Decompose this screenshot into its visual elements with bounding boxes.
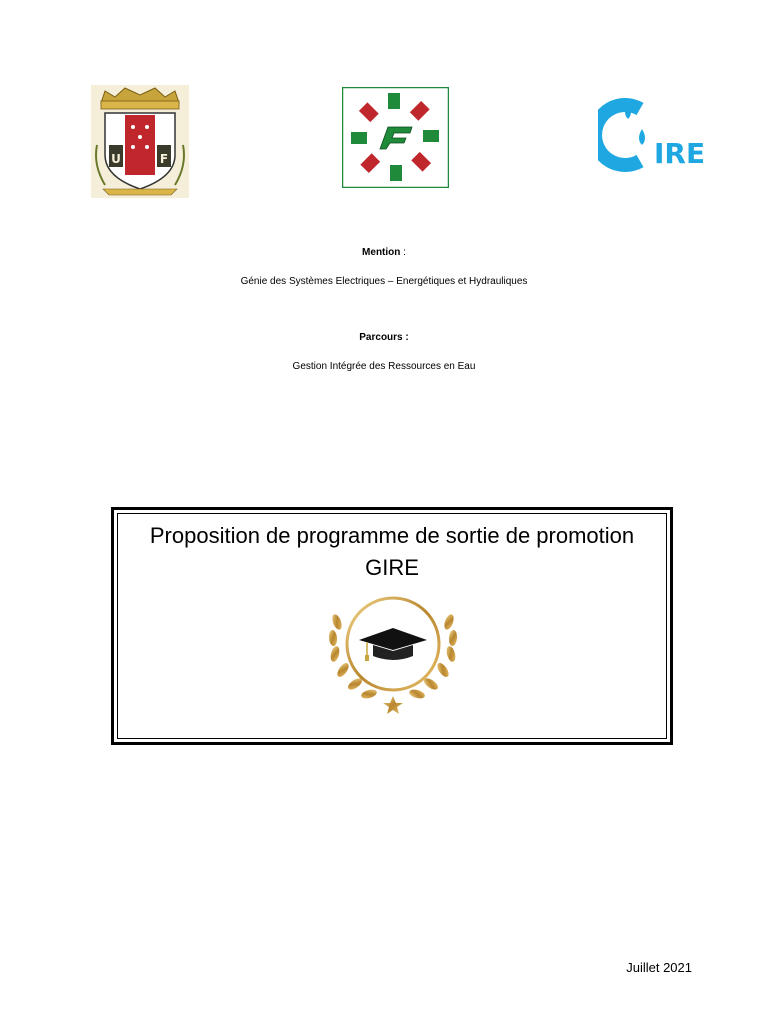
parcours-value: Gestion Intégrée des Ressources en Eau — [292, 361, 476, 372]
faculty-logo — [342, 87, 449, 188]
title-line-2: GIRE — [365, 555, 419, 580]
parcours-label: Parcours : — [359, 332, 409, 343]
mention-label — [0, 247, 768, 258]
title-line-1: Proposition de programme de sortie de promotion — [149, 523, 635, 548]
mention-value: Génie des Systèmes Electriques – Energétiques et Hydrauliques — [240, 276, 528, 287]
graduation-cap-laurel-icon — [323, 592, 463, 716]
university-crest-logo — [91, 85, 189, 198]
document-date: Juillet 2021 — [626, 960, 692, 975]
mention-label-suffix: : — [400, 247, 406, 258]
svg-text:U: U — [111, 152, 121, 166]
document-title — [114, 520, 670, 584]
svg-text:F: F — [159, 152, 169, 166]
svg-text:IRE: IRE — [654, 137, 706, 170]
gire-logo — [598, 95, 722, 175]
title-box — [111, 507, 673, 745]
mention-label-text: Mention — [362, 247, 401, 258]
